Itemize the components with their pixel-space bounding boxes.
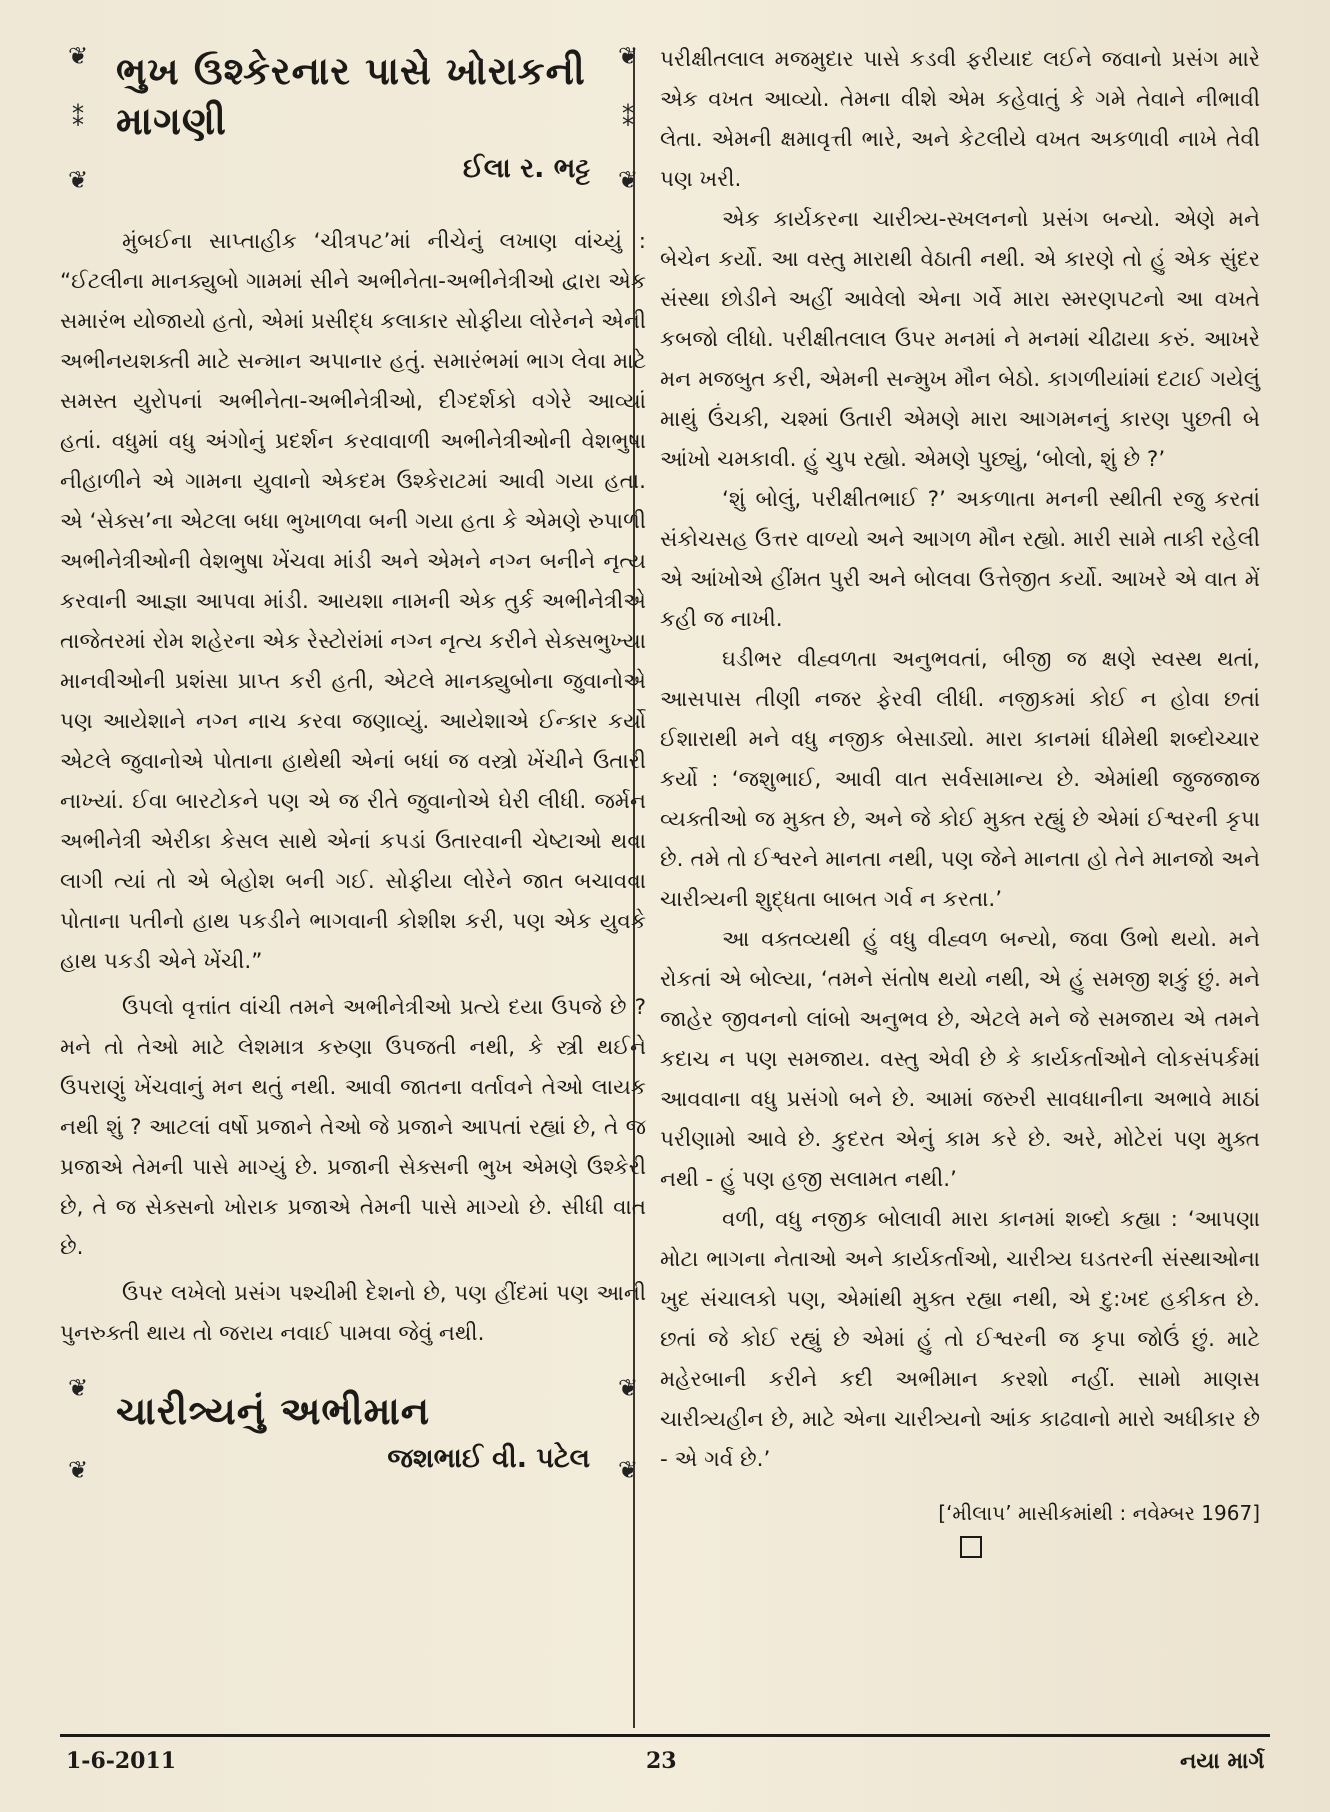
article2-paragraph: પરીક્ષીતલાલ મજમુદાર પાસે કડવી ફરીયાદ લઈને જવાનો પ્રસંગ મારે એક વખત આવ્યો. તેમના વીશે એમ કહેવાતું કે ગમે તેવાને નીભાવી લેતા. એમની ક્ષમાવૃત્તી ભારે, અને કેટલીયે વખત અકળાવી નાખે તેવી પણ ખરી. bbox=[660, 47, 1260, 192]
article2-header bbox=[60, 1372, 646, 1486]
article1-paragraph: ઉપર લખેલો પ્રસંગ પશ્ચીમી દેશનો છે, પણ હીંદમાં પણ આની પુનરુક્તી થાય તો જરાય નવાઈ પામવા જેવું નથી. bbox=[60, 1281, 646, 1346]
article2-paragraph: એક કાર્યકરના ચારીત્ર્ય-સ્ખલનનો પ્રસંગ બન્યો. એણે મને બેચેન કર્યો. આ વસ્તુ મારાથી વેઠાતી નથી. એ કારણે તો હું એક સુંદર સંસ્થા છોડીને અહીં આવેલો એના ગર્વે મારા સ્મરણપટનો આ વખતે કબજો લીધો. પરીક્ષીતલાલ ઉપર મનમાં ને મનમાં ચીઢાયા કરું. આખરે મન મજબુત કરી, એમની સન્મુખ મૌન બેઠો. કાગળીયાંમાં દટાઈ ગયેલું માથું ઉંચકી, ચશ્માં ઉતારી એમણે મારા આગમનનું કારણ પુછતી બે આંખો ચમકાવી. હું ચુપ રહ્યો. એમણે પુછ્યું, ‘બોલો, શું છે ?’ bbox=[660, 207, 1260, 472]
ornament-icon: ❦ ⁑ ❦ bbox=[67, 42, 89, 194]
ornament-icon: ❦ ⁑ ❦ bbox=[617, 42, 639, 194]
article2-paragraph: ‘શું બોલું, પરીક્ષીતભાઈ ?’ અકળાતા મનની સ્થીતી રજુ કરતાં સંકોચસહ ઉત્તર વાળ્યો અને આગળ મૌન રહ્યો. મારી સામે તાકી રહેલી એ આંખોએ હીંમત પુરી અને બોલવા ઉત્તેજીત કર્યો. આખરે એ વાત મેં કહી જ નાખી. bbox=[660, 487, 1260, 632]
footer-rule bbox=[60, 1734, 1270, 1737]
ornament-icon: ❦ ❦ bbox=[617, 1374, 639, 1484]
article1-title: ભુખ ઉશ્કેરનાર પાસે ખોરાકની માગણી bbox=[116, 49, 586, 143]
article2-paragraph: વળી, વધુ નજીક બોલાવી મારા કાનમાં શબ્દો કહ્યા : ‘આપણા મોટા ભાગના નેતાઓ અને કાર્યકર્તાઓ, ચારીત્ર્ય ઘડતરની સંસ્થાઓના ખુદ સંચાલકો પણ, એમાંથી મુક્ત રહ્યા નથી, એ દુ:ખદ હકીકત છે. છતાં જે કોઈ રહ્યું છે એમાં હું તો ઈશ્વરની જ કૃપા જોઉં છું. માટે મહેરબાની કરીને કદી અભીમાન કરશો નહીં. સામો માણસ ચારીત્ર્યહીન છે, માટે એના ચારીત્ર્યનો આંક કાઢવાનો મારો અધીકાર છે - એ ગર્વ છે.’ bbox=[660, 1207, 1260, 1472]
article1-paragraph: ઉપલો વૃત્તાંત વાંચી તમને અભીનેત્રીઓ પ્રત્યે દયા ઉપજે છે ? મને તો તેઓ માટે લેશમાત્ર કરુણા ઉપજતી નથી, કે સ્ત્રી થઈને ઉપરાણું ખેંચવાનું મન થતું નથી. આવી જાતના વર્તાવને તેઓ લાયક નથી શું ? આટલાં વર્ષો પ્રજાને તેઓ જે પ્રજાને આપતાં રહ્યાં છે, તે જ પ્રજાએ તેમની પાસે માગ્યું છે. પ્રજાની સેક્સની ભુખ એમણે ઉશ્કેરી છે, તે જ સેક્સનો ખોરાક પ્રજાએ તેમની પાસે માગ્યો છે. સીધી વાત છે. bbox=[60, 995, 646, 1260]
article2-paragraph: ઘડીભર વીહ્વળતા અનુભવતાં, બીજી જ ક્ષણે સ્વસ્થ થતાં, આસપાસ તીણી નજર ફેરવી લીધી. નજીકમાં કોઈ ન હોવા છતાં ઈશારાથી મને વધુ નજીક બેસાડ્યો. મારા કાનમાં ધીમેથી શબ્દોચ્ચાર કર્યો : ‘જશુભાઈ, આવી વાત સર્વસામાન્ય છે. એમાંથી જુજજાજ વ્યક્તીઓ જ મુક્ત છે, અને જે કોઈ મુક્ત રહ્યું છે એમાં ઈશ્વરની કૃપા છે. તમે તો ઈશ્વરને માનતા નથી, પણ જેને માનતા હો તેને માનજો અને ચારીત્ર્યની શુદ્ધતા બાબત ગર્વ ન કરતા.’ bbox=[660, 647, 1260, 912]
footer-date: 1-6-2011 bbox=[66, 1748, 177, 1774]
article1-author: ઈલા ર. ભટ્ટ bbox=[462, 153, 590, 184]
article2-source: [‘મીલાપ’ માસીકમાંથી : નવેમ્બર 1967] bbox=[938, 1501, 1260, 1525]
article1-paragraph: મુંબઈના સાપ્તાહીક ‘ચીત્રપટ’માં નીચેનું લખાણ વાંચ્યું : “ઈટલીના માનક્યુબો ગામમાં સીને અભીનેતા-અભીનેત્રીઓ દ્વારા એક સમારંભ યોજાયો હતો, એમાં પ્રસીદ્ધ કલાકાર સોફીયા લોરેનને એની અભીનયશક્તી માટે સન્માન અપાનાર હતું. સમારંભમાં ભાગ લેવા માટે સમસ્ત યુરોપનાં અભીનેતા-અભીનેત્રીઓ, દીગ્દર્શકો વગેરે આવ્યાં હતાં. વધુમાં વધુ અંગોનું પ્રદર્શન કરવાવાળી અભીનેત્રીઓની વેશભુષા નીહાળીને એ ગામના યુવાનો એકદમ ઉશ્કેરાટમાં આવી ગયા હતા. એ ‘સેક્સ’ના એટલા બધા ભુખાળવા બની ગયા હતા કે એમણે રુપાળી અભીનેત્રીઓની વેશભુષા ખેંચવા માંડી અને એમને નગ્ન બનીને નૃત્ય કરવાની આજ્ઞા આપવા માંડી. આયશા નામની એક તુર્ક અભીનેત્રીએ તાજેતરમાં રોમ શહેરના એક રેસ્ટોરાંમાં નગ્ન નૃત્ય કરીને સેક્સભુખ્યા માનવીઓની પ્રશંસા પ્રાપ્ત કરી હતી, એટલે માનક્યુબોના જુવાનોએ પણ આયેશાને નગ્ન નાચ કરવા જણાવ્યું. આયેશાએ ઈન્કાર કર્યો એટલે જુવાનોએ પોતાના હાથેથી એનાં બધાં જ વસ્ત્રો ખેંચીને ઉતારી નાખ્યાં. ઈવા બારટોકને પણ એ જ રીતે જુવાનોએ ઘેરી લીધી. જર્મન અભીનેત્રી એરીકા કેસલ સાથે એનાં કપડાં ઉતારવાની ચેષ્ટાઓ થવા લાગી ત્યાં તો એ બેહોશ બની ગઈ. સોફીયા લોરેને જાત બચાવવા પોતાના પતીનો હાથ પકડીને ભાગવાની કોશીશ કરી, પણ એક યુવકે હાથ પકડી એને ખેંચી.” bbox=[60, 229, 646, 974]
left-column bbox=[60, 40, 646, 1486]
ornament-icon: ❦ ❦ bbox=[67, 1374, 89, 1484]
article2-title: ચારીત્ર્યનું અભીમાન bbox=[116, 1389, 431, 1433]
article2-author: જશભાઈ વી. પટેલ bbox=[387, 1443, 590, 1474]
article2-paragraph: આ વક્તવ્યથી હું વધુ વીહ્વળ બન્યો, જવા ઉભો થયો. મને રોકતાં એ બોલ્યા, ‘તમને સંતોષ થયો નથી, એ હું સમજી શકું છું. મને જાહેર જીવનનો લાંબો અનુભવ છે, એટલે મને જે સમજાય એ તમને કદાચ ન પણ સમજાય. વસ્તુ એવી છે કે કાર્યકર્તાઓને લોકસંપર્કમાં આવવાના વધુ પ્રસંગો બને છે. આમાં જરુરી સાવધાનીના અભાવે માઠાં પરીણામો આવે છે. કુદરત એનું કામ કરે છે. અરે, મોટેરાં પણ મુક્ત નથી - હું પણ હજી સલામત નથી.’ bbox=[660, 927, 1260, 1192]
page-number: 23 bbox=[646, 1748, 677, 1774]
article1-header bbox=[60, 40, 646, 196]
magazine-name: નયા માર્ગ bbox=[1180, 1748, 1265, 1774]
right-column bbox=[660, 40, 1260, 1558]
end-mark-icon bbox=[960, 1536, 982, 1558]
